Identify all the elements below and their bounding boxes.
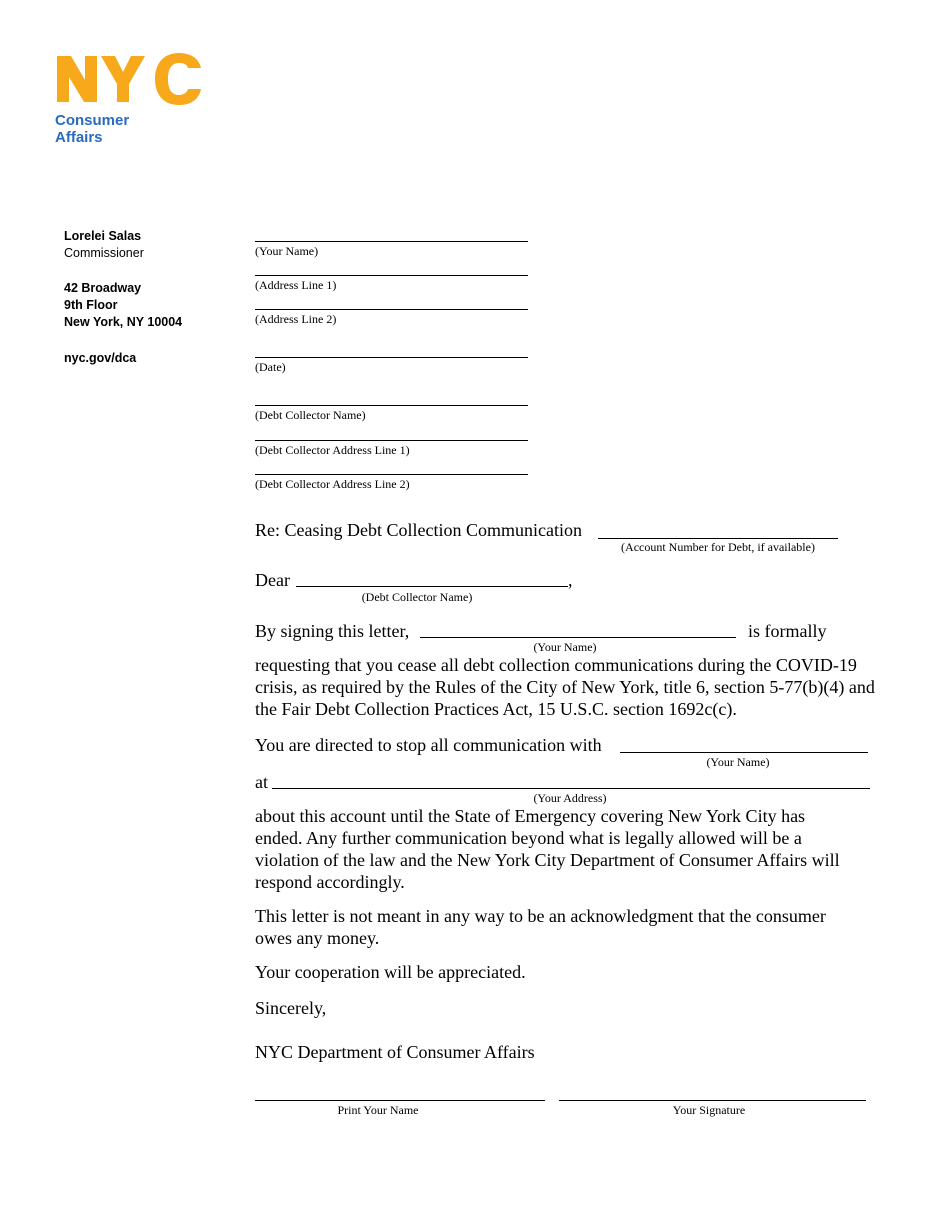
paragraph-request: requesting that you cease all debt collection communications during the COVID-19 crisis, as required by the Rules of the City of New York, title 6, section 5-77(b)(4) and the Fair Debt Collection Practices Act, 15 U.S.C. section 1692c(c).: [255, 655, 875, 719]
your-name-line[interactable]: [255, 241, 528, 242]
signature-line[interactable]: [559, 1100, 866, 1101]
paragraph-not-acknowledgment: This letter is not meant in any way to be an acknowledgment that the consumer owes any money.: [255, 906, 826, 948]
commissioner-name: Lorelei Salas: [64, 229, 142, 243]
address-line-3: New York, NY 10004: [64, 315, 183, 329]
signing-prefix: By signing this letter,: [255, 621, 410, 641]
logo-line-consumer: Consumer: [55, 112, 130, 129]
nyc-logo-mark: [55, 52, 203, 107]
address-line-1: 42 Broadway: [64, 281, 142, 295]
your-address-line[interactable]: [272, 788, 870, 789]
address-line-2-line[interactable]: [255, 309, 528, 310]
dear-collector-line[interactable]: [296, 586, 568, 587]
closing: Sincerely,: [255, 998, 327, 1018]
commissioner-title: Commissioner: [64, 246, 144, 260]
address-line-2-caption: (Address Line 2): [255, 312, 337, 326]
logo-line-affairs: Affairs: [55, 129, 103, 146]
debt-collector-address-2-caption: (Debt Collector Address Line 2): [255, 477, 410, 491]
re-label: Re: Ceasing Debt Collection Communication: [255, 520, 582, 540]
directed-name-caption: (Your Name): [706, 755, 770, 769]
address-line-1-line[interactable]: [255, 275, 528, 276]
signature-caption: Your Signature: [672, 1103, 746, 1117]
paragraph-cooperation: Your cooperation will be appreciated.: [255, 962, 526, 982]
your-address-caption: (Your Address): [533, 791, 607, 805]
print-name-caption: Print Your Name: [337, 1103, 419, 1117]
address-line-2: 9th Floor: [64, 298, 118, 312]
dear-label: Dear: [255, 570, 290, 590]
debt-collector-address-2-line[interactable]: [255, 474, 528, 475]
account-number-caption: (Account Number for Debt, if available): [621, 540, 815, 554]
signing-suffix: is formally: [748, 621, 827, 641]
debt-collector-name-line[interactable]: [255, 405, 528, 406]
signing-name-line[interactable]: [420, 637, 736, 638]
paragraph-stop-communication: about this account until the State of Emergency covering New York City has ended. Any further communication beyond what is legally allowed will be a violation of the law and the New York City Department of Consumer Affairs will respond accordingly.: [255, 806, 840, 892]
date-caption: (Date): [255, 360, 286, 374]
your-name-caption: (Your Name): [255, 244, 319, 258]
debt-collector-address-1-line[interactable]: [255, 440, 528, 441]
nyc-consumer-affairs-logo: [55, 52, 203, 146]
signing-name-caption: (Your Name): [533, 640, 597, 654]
debt-collector-name-caption: (Debt Collector Name): [255, 408, 366, 422]
directed-name-line[interactable]: [620, 752, 868, 753]
debt-collector-address-1-caption: (Debt Collector Address Line 1): [255, 443, 410, 457]
date-line[interactable]: [255, 357, 528, 358]
print-name-line[interactable]: [255, 1100, 545, 1101]
address-line-1-caption: (Address Line 1): [255, 278, 337, 292]
account-number-line[interactable]: [598, 538, 838, 539]
dear-comma: ,: [568, 570, 573, 590]
directed-prefix: You are directed to stop all communication with: [255, 735, 602, 755]
dear-collector-caption: (Debt Collector Name): [361, 590, 473, 604]
organization-name: NYC Department of Consumer Affairs: [255, 1042, 535, 1062]
website: nyc.gov/dca: [64, 351, 137, 365]
at-label: at: [255, 772, 268, 792]
